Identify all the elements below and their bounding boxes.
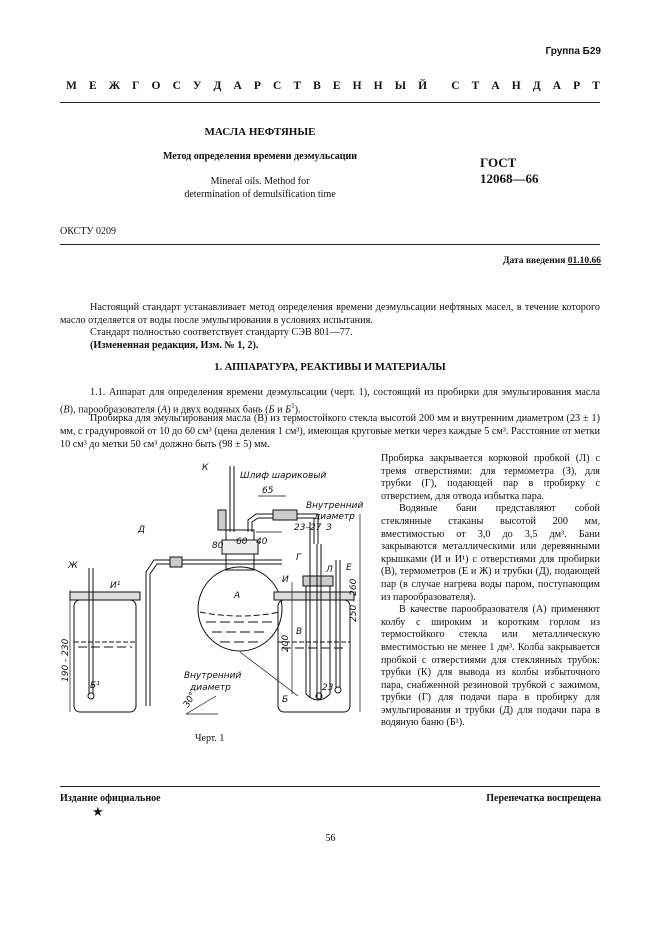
water-bath-b <box>278 600 350 712</box>
dim-250-260: 250 - 260 <box>349 578 359 622</box>
label-inner-diam-4: диаметр <box>190 683 231 693</box>
banner-letter: Н <box>373 80 383 92</box>
banner-letter: С <box>451 80 460 92</box>
dim-200: 200 <box>281 634 291 652</box>
label-i: И <box>282 575 289 585</box>
label-inner-diam-1: Внутренний <box>306 501 364 511</box>
banner-letter: М <box>66 80 77 92</box>
banner-letter: Т <box>592 80 600 92</box>
banner-letter: Т <box>471 80 480 92</box>
banner-letter: Т <box>293 80 302 92</box>
banner-letter: С <box>172 80 181 92</box>
banner-letter: А <box>233 80 242 92</box>
clause-1-1: 1.1. Аппарат для определения времени деэмульсации (черт. 1), состоящий из пробирки для эмульгирования масла (В), парообразователя (А) и двух водяных бань (Б и $Б^1$). <box>60 387 600 416</box>
amendment-note: (Измененная редакция, Изм. № 1, 2). <box>90 340 259 351</box>
steam-generator-paragraph: В качестве парообразователя (А) применяют колбу с широким и коротким горлом из термостойкого стекла или металлическую вместимостью не менее 1 дм³. Колба закрывается пробкой с отверстиями для стеклянных трубок: трубки (К) для вывода из колбы избыточного пара, снабженной резиновой трубкой с зажимом, трубки (Г) для подачи пара в пробирку для эмульгирования и трубки (Д) для подачи пара в водяную баню (Б¹). <box>381 604 600 729</box>
figure-caption: Черт. 1 <box>195 733 225 744</box>
banner-letter: У <box>192 80 202 92</box>
label-v: В <box>296 627 303 637</box>
test-tube-description: Пробирка для эмульгирования масла (В) из термостойкого стекла высотой 200 мм и внутренним диаметром (23 ± 1) мм, с градуировкой от 10 до 60 см³ (цена деления 1 см³), имеющая круговые метки через каждые 5 см³. Расстояние от метки 10 см³ до метки 50 см³ должно быть (98 ± 5) мм. <box>60 413 600 450</box>
gost-number: ГОСТ 12068—66 <box>480 155 539 186</box>
effective-date: Дата введения 01.10.66 <box>502 256 601 266</box>
banner-letter: В <box>313 80 321 92</box>
stopper-paragraph: Пробирка закрывается корковой пробкой (Л) с тремя отверстиями: для термометра (З), для трубки (Г), подающей пар в пробирку с отверстием, для отвода избытка пара. <box>381 453 600 502</box>
dim-80: 80 <box>212 541 224 551</box>
banner-letter: Е <box>332 80 341 92</box>
banner-letter: Й <box>418 80 428 92</box>
banner-letter: А <box>491 80 500 92</box>
reprint-prohibited: Перепечатка воспрещена <box>486 793 601 804</box>
banner-letter: О <box>151 80 161 92</box>
apparatus-drawing <box>60 462 375 730</box>
oksty-code: ОКСТУ 0209 <box>60 226 117 237</box>
banner-letter: Н <box>352 80 362 92</box>
banner-letter: Е <box>88 80 97 92</box>
label-inner-diam-2: диаметр <box>314 512 355 522</box>
document-subtitle: Метод определения времени деэмульсации <box>162 151 358 162</box>
label-inner-diam-3: Внутренний <box>184 671 242 681</box>
dim-190-230: 190 - 230 <box>61 638 71 682</box>
lid-i1 <box>70 592 140 600</box>
label-i1: И¹ <box>110 581 121 591</box>
banner-rule <box>60 102 600 103</box>
banner-letter: Р <box>253 80 261 92</box>
english-title: Mineral oils. Method for determination of demulsification time <box>184 176 336 200</box>
apparatus-description <box>381 453 600 730</box>
standard-banner <box>66 80 600 92</box>
page-number: 56 <box>325 833 336 844</box>
label-b1: Б¹ <box>90 681 100 691</box>
banner-letter: А <box>552 80 562 92</box>
banner-letter: Д <box>213 80 222 92</box>
document-title: МАСЛА НЕФТЯНЫЕ <box>204 126 316 138</box>
banner-letter: Н <box>511 80 521 92</box>
banner-letter: Ж <box>108 80 121 92</box>
sev-compliance: Стандарт полностью соответствует стандарту СЭВ 801—77. <box>90 327 353 338</box>
dim-23-27: 23–27 <box>294 523 322 533</box>
intro-paragraph: Настоящий стандарт устанавливает метод определения времени деэмульсации нефтяных масел, в течение которого масло отделяется от воды после эмульгирования в условиях испытания. <box>60 302 600 326</box>
cork-stopper-l <box>303 576 333 586</box>
banner-letter: Р <box>573 80 581 92</box>
dim-40: 40 <box>256 537 268 547</box>
dim-65: 65 <box>262 486 274 496</box>
official-edition: Издание официальное <box>60 793 161 804</box>
oksty-rule <box>60 244 600 245</box>
dim-23: 23 <box>322 683 334 693</box>
water-bath-b1 <box>74 600 136 712</box>
label-d: Д <box>138 525 146 535</box>
label-angle-30: 30° <box>181 690 199 710</box>
lid-i <box>274 592 354 600</box>
banner-letter: Г <box>132 80 140 92</box>
banner-letter: Ы <box>394 80 406 92</box>
label-e: Е <box>346 563 352 573</box>
label-z: З <box>326 523 332 533</box>
label-shlif: Шлиф шариковый <box>240 471 327 481</box>
dim-60: 60 <box>236 537 248 547</box>
group-code: Группа Б29 <box>545 46 601 57</box>
banner-letter: С <box>273 80 282 92</box>
label-g: Г <box>296 553 302 563</box>
star-mark: ★ <box>92 804 104 819</box>
label-a: А <box>234 591 241 601</box>
water-bath-paragraph: Водяные бани представляют собой стеклянные стаканы высотой 200 мм, вместимостью от 3,0 до 3,5 дм³. Бани закрываются металлическими или деревянными крышками (И и И¹) с отверстиями для пробирки (В), термометров (Е и Ж) и трубки (Д), подающей пар (в случае нагрева воды паром, поступающим из парообразователя). <box>381 503 600 603</box>
label-k: К <box>202 463 209 473</box>
steam-flask-a <box>198 567 282 651</box>
footer-rule <box>60 786 600 787</box>
label-b: Б <box>282 695 289 705</box>
section-heading: 1. АППАРАТУРА, РЕАКТИВЫ И МАТЕРИАЛЫ <box>214 362 446 373</box>
label-l: Л <box>326 565 333 575</box>
banner-letter: Д <box>532 80 541 92</box>
label-zh: Ж <box>68 561 78 571</box>
